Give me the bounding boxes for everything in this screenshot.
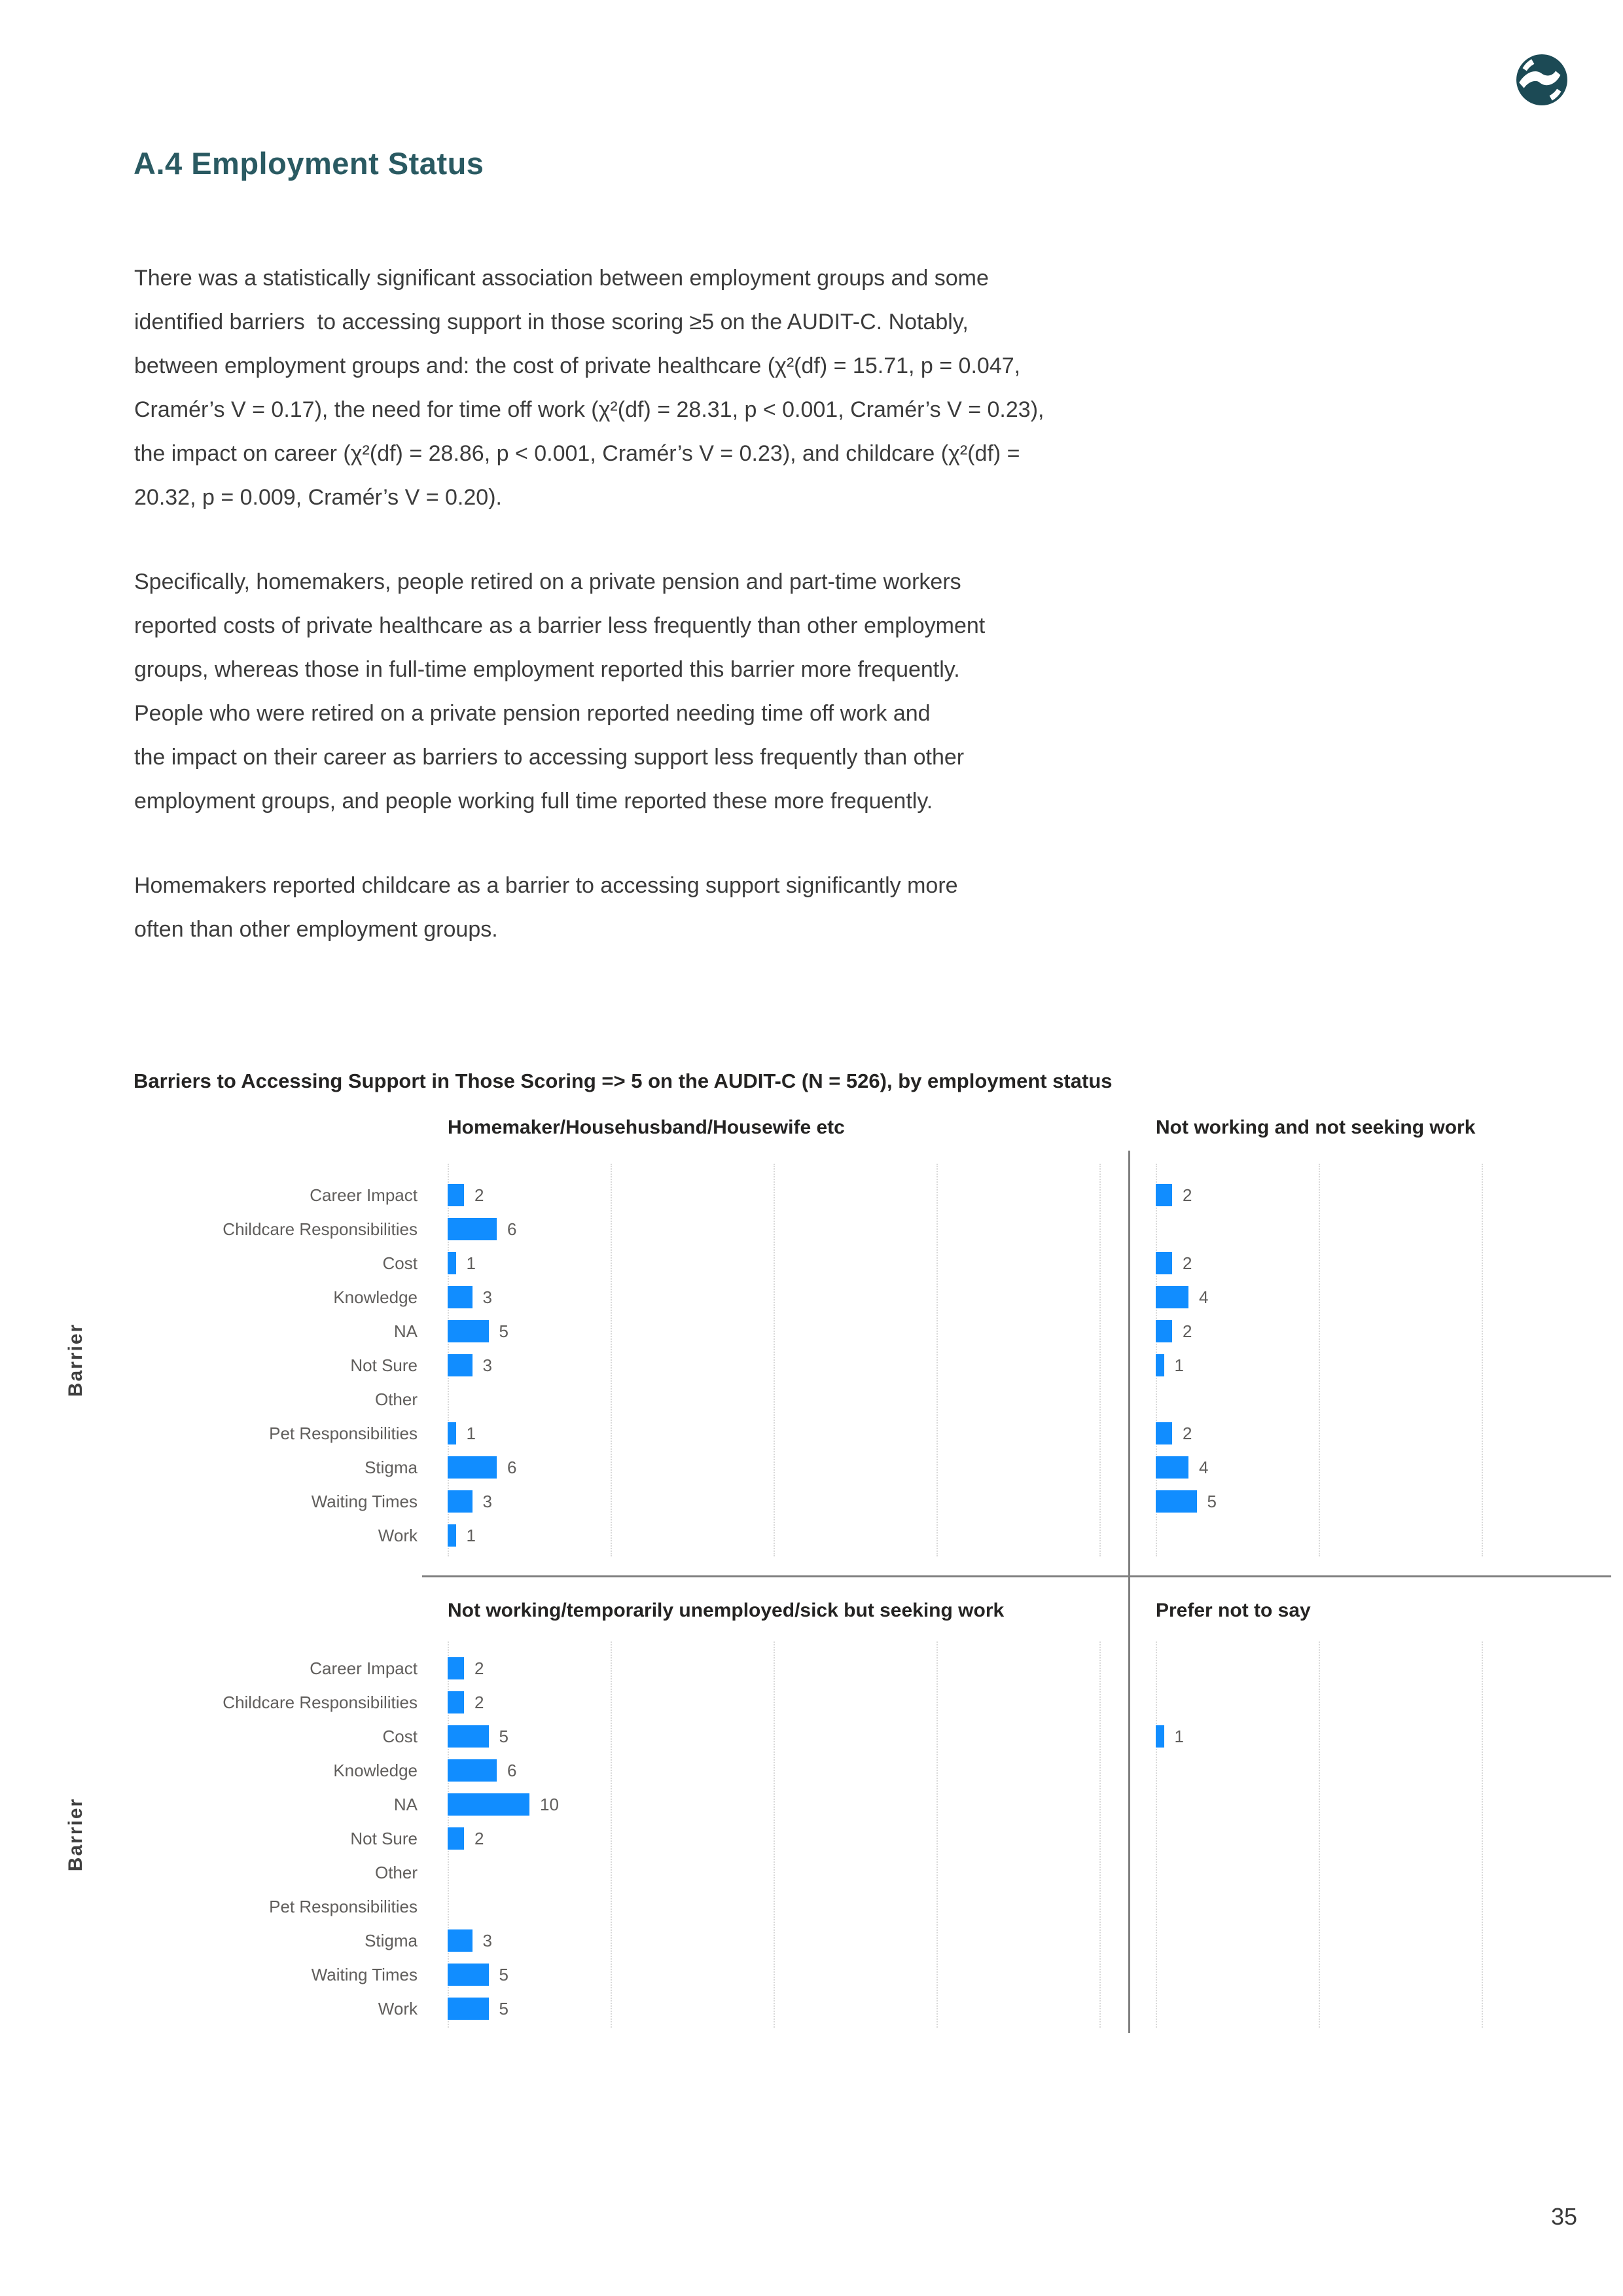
bar [448,1827,464,1850]
panel-header: Prefer not to say [1156,1600,1311,1621]
text-line: between employment groups and: the cost of private healthcare (χ²(df) = 15.71, p = 0.047, [134,353,1021,378]
category-label: Work [378,1526,418,1545]
bar [1156,1320,1172,1342]
text-line: People who were retired on a private pension reported needing time off work and [134,701,931,726]
bar [448,1320,489,1342]
gridline [1099,1164,1101,1556]
gridline [1482,1164,1483,1556]
text-line: often than other employment groups. [134,917,498,942]
chart-title: Barriers to Accessing Support in Those Scoring => 5 on the AUDIT-C (N = 526), by employment status [134,1069,1113,1092]
text-line: 20.32, p = 0.009, Cramér’s V = 0.20). [134,485,502,510]
bar-value-label: 2 [474,1185,484,1205]
text-line: the impact on their career as barriers to accessing support less frequently than other [134,745,965,770]
text-line: Cramér’s V = 0.17), the need for time off work (χ²(df) = 28.31, p < 0.001, Cramér’s V = 0.23), [134,397,1044,422]
bar-value-label: 1 [466,1253,476,1273]
gridline [774,1641,775,2028]
text-line: groups, whereas those in full-time employment reported this barrier more frequently. [134,657,960,682]
bar [448,1286,473,1308]
text-line: identified barriers to accessing support in those scoring ≥5 on the AUDIT-C. Notably, [134,310,969,334]
bar [448,1524,456,1547]
bar [448,1998,489,2020]
category-label: Not Sure [350,1829,418,1848]
category-label: Other [374,1863,418,1882]
bar-value-label: 2 [1183,1185,1192,1205]
y-axis-title: Barrier [65,1797,86,1872]
category-label: Stigma [365,1458,418,1477]
gridline [611,1641,612,2028]
bar [448,1964,489,1986]
panel-header: Not working and not seeking work [1156,1117,1476,1138]
bar [1156,1354,1164,1376]
bar [1156,1490,1197,1513]
bar-value-label: 6 [507,1219,517,1239]
bar [448,1490,473,1513]
bar [448,1354,473,1376]
bar [1156,1184,1172,1206]
bar-value-label: 5 [1207,1492,1217,1511]
bar-value-label: 6 [507,1458,517,1477]
bar-value-label: 1 [466,1526,476,1545]
text-line: There was a statistically significant association between employment groups and some [134,266,989,291]
category-label: Not Sure [350,1355,418,1375]
bar-value-label: 4 [1199,1458,1209,1477]
bar-value-label: 2 [1183,1253,1192,1273]
text-line: reported costs of private healthcare as a barrier less frequently than other employment [134,613,986,638]
category-label: Cost [382,1727,418,1746]
gridline [774,1164,775,1556]
gridline [936,1164,938,1556]
bar [1156,1725,1164,1748]
bar [448,1759,497,1782]
bar-value-label: 1 [1174,1355,1184,1375]
bar-value-label: 3 [482,1931,492,1950]
panel-divider-vertical [1128,1151,1130,2033]
bar-value-label: 3 [482,1287,492,1307]
bar [1156,1456,1188,1479]
page-number: 35 [1550,2203,1577,2230]
bar [448,1252,456,1274]
bar [1156,1422,1172,1444]
category-label: Knowledge [333,1287,418,1307]
bar-value-label: 5 [499,1727,508,1746]
text-line: Specifically, homemakers, people retired on a private pension and part-time workers [134,569,961,594]
bar [1156,1286,1188,1308]
category-label: Career Impact [310,1185,418,1205]
bar [448,1929,473,1952]
gridline [1319,1164,1320,1556]
bar-value-label: 3 [482,1355,492,1375]
category-label: Childcare Responsibilities [223,1693,418,1712]
category-label: Waiting Times [311,1492,418,1511]
text-line: Homemakers reported childcare as a barrier to accessing support significantly more [134,873,958,898]
section-heading: A.4 Employment Status [134,146,484,181]
gridline [1319,1641,1320,2028]
bar [448,1218,497,1240]
category-label: Knowledge [333,1761,418,1780]
gridline [1482,1641,1483,2028]
text-line: employment groups, and people working full time reported these more frequently. [134,789,933,814]
bar-value-label: 10 [540,1795,559,1814]
bar-value-label: 5 [499,1965,508,1984]
bar-value-label: 2 [1183,1321,1192,1341]
bar [448,1184,464,1206]
category-label: NA [393,1795,418,1814]
gridline [1099,1641,1101,2028]
y-axis-title: Barrier [65,1323,86,1397]
bar-value-label: 6 [507,1761,517,1780]
bar-value-label: 5 [499,1321,508,1341]
bar [448,1422,456,1444]
bar-value-label: 1 [466,1424,476,1443]
bar [448,1657,464,1679]
panel-header: Homemaker/Househusband/Housewife etc [448,1117,845,1138]
text-line: the impact on career (χ²(df) = 28.86, p < 0.001, Cramér’s V = 0.23), and childcare (χ²(df) = [134,441,1020,466]
bar-value-label: 3 [482,1492,492,1511]
bar-value-label: 1 [1174,1727,1184,1746]
bar-value-label: 2 [474,1829,484,1848]
bar [448,1725,489,1748]
bar-value-label: 5 [499,1999,508,2018]
bar-value-label: 4 [1199,1287,1209,1307]
gridline [936,1641,938,2028]
gridline [1156,1641,1157,2028]
bar [448,1456,497,1479]
panel-divider-horizontal [422,1575,1611,1577]
category-label: NA [393,1321,418,1341]
category-label: Other [374,1390,418,1409]
panel-header: Not working/temporarily unemployed/sick but seeking work [448,1600,1005,1621]
bar [448,1691,464,1713]
category-label: Pet Responsibilities [269,1424,418,1443]
bar [1156,1252,1172,1274]
category-label: Waiting Times [311,1965,418,1984]
bar [448,1793,529,1816]
bar-value-label: 2 [1183,1424,1192,1443]
bar-value-label: 2 [474,1659,484,1678]
category-label: Stigma [365,1931,418,1950]
category-label: Career Impact [310,1659,418,1678]
bar-value-label: 2 [474,1693,484,1712]
category-label: Childcare Responsibilities [223,1219,418,1239]
category-label: Pet Responsibilities [269,1897,418,1916]
category-label: Work [378,1999,418,2018]
category-label: Cost [382,1253,418,1273]
gridline [611,1164,612,1556]
